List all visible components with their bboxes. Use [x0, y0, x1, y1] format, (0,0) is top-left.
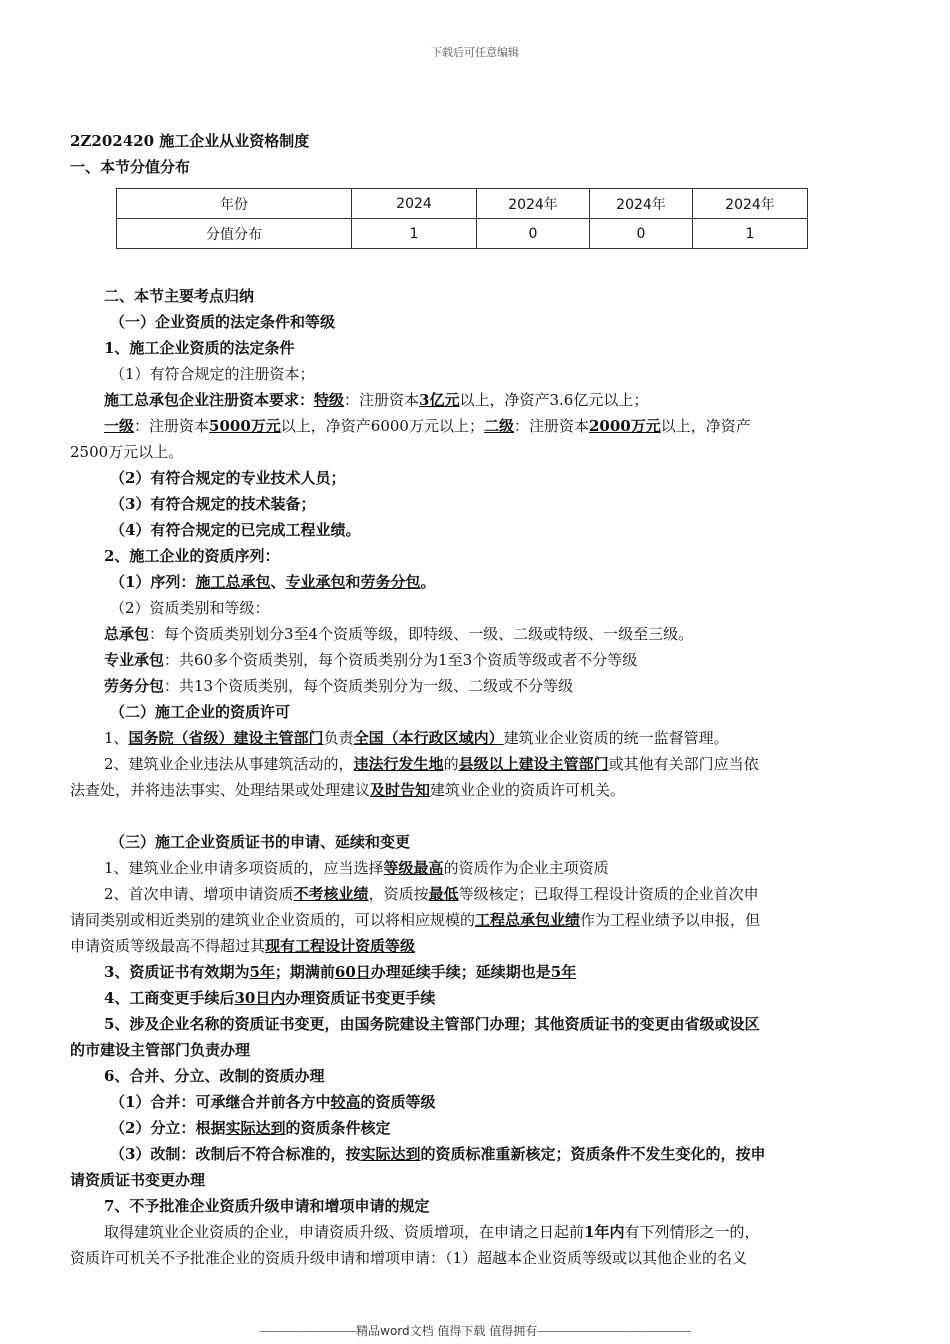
rule-3: 3、资质证书有效期为5年；期满前60日办理延续手续；延续期也是5年	[104, 963, 577, 981]
rule-6: 6、合并、分立、改制的资质办理	[104, 1067, 325, 1085]
table-cell: 2024年	[590, 189, 693, 219]
table-row	[117, 219, 808, 249]
table-cell: 2024	[352, 189, 477, 219]
table-cell: 2024年	[477, 189, 590, 219]
subheading-1: （一）企业资质的法定条件和等级	[110, 313, 336, 331]
condition-3: （3）有符合规定的技术装备；	[110, 495, 316, 513]
table-cell: 分值分布	[117, 219, 352, 249]
score-table	[116, 188, 808, 249]
table-cell: 年份	[117, 189, 352, 219]
rule-5: 5、涉及企业名称的资质证书变更，由国务院建设主管部门办理；其他资质证书的变更由省级或设区	[104, 1015, 760, 1033]
rule-2: 2、首次申请、增项申请资质不考核业绩，资质按最低等级核定；已取得工程设计资质的企业首次申	[104, 885, 759, 903]
subheading-3: （三）施工企业资质证书的申请、延续和变更	[110, 833, 411, 851]
general-contracting: 总承包：每个资质类别划分3至4个资质等级，即特级、一级、二级或特级、一级至三级。	[104, 625, 694, 643]
specialty-contracting: 专业承包：共60多个资质类别，每个资质类别分为1至3个资质等级或者不分等级	[104, 651, 638, 669]
split-rule: （2）分立：根据实际达到的资质条件核定	[110, 1119, 391, 1137]
condition-2: （2）有符合规定的专业技术人员；	[110, 469, 346, 487]
restructure-rule-cont: 请资质证书变更办理	[70, 1171, 206, 1189]
page-footer: -----------------------------精品word文档 值得下载 值得拥有----------------------------------------------	[259, 1324, 691, 1338]
table-cell: 0	[477, 219, 590, 249]
rule-2-cont: 请同类别或相近类别的建筑业企业资质的，可以将相应规模的工程总承包业绩作为工程业绩予以申报，但	[70, 911, 761, 929]
heading-score-distribution: 一、本节分值分布	[70, 158, 191, 176]
section-title: 2Z202420 施工企业从业资格制度	[70, 132, 310, 150]
table-cell: 2024年	[693, 189, 808, 219]
paragraph-supervision: 1、国务院（省级）建设主管部门负责全国（本行政区域内）建筑业企业资质的统一监督管理。	[104, 729, 729, 747]
condition-4: （4）有符合规定的已完成工程业绩。	[110, 521, 361, 539]
labor-subcontracting: 劳务分包：共13个资质类别，每个资质类别分为一级、二级或不分等级	[104, 677, 574, 695]
subheading-2: （二）施工企业的资质许可	[110, 703, 291, 721]
rule-7-text-cont: 资质许可机关不予批准企业的资质升级申请和增项申请：（1）超越本企业资质等级或以其他企业的名义	[70, 1249, 748, 1267]
condition-1: （1）有符合规定的注册资本；	[110, 365, 315, 383]
heading-key-points: 二、本节主要考点归纳	[104, 287, 255, 305]
document-body	[70, 128, 880, 1271]
merge-rule: （1）合并：可承继合并前各方中较高的资质等级	[110, 1093, 436, 1111]
paragraph-violation: 2、建筑业企业违法从事建筑活动的，违法行发生地的县级以上建设主管部门或其他有关部门应当依	[104, 755, 759, 773]
rule-5-cont: 的市建设主管部门负责办理	[70, 1041, 251, 1059]
table-cell: 1	[352, 219, 477, 249]
capital-requirement: 施工总承包企业注册资本要求：特级：注册资本3亿元以上，净资产3.6亿元以上；	[104, 391, 649, 409]
rule-7: 7、不予批准企业资质升级申请和增项申请的规定	[104, 1197, 430, 1215]
table-cell: 0	[590, 219, 693, 249]
item-qualification-sequence: 2、施工企业的资质序列：	[104, 547, 280, 565]
rule-7-text: 取得建筑业企业资质的企业，申请资质升级、资质增项，在申请之日起前1年内有下列情形之一的，	[104, 1223, 760, 1241]
table-cell: 1	[693, 219, 808, 249]
paragraph-violation-cont: 法查处，并将违法事实、处理结果或处理建议及时告知建筑业企业的资质许可机关。	[70, 781, 626, 799]
categories-grades: （2）资质类别和等级：	[110, 599, 270, 617]
item-legal-conditions: 1、施工企业资质的法定条件	[104, 339, 295, 357]
sequence-list: （1）序列：施工总承包、专业承包和劳务分包。	[110, 573, 436, 591]
rule-2-cont2: 申请资质等级最高不得超过其现有工程设计资质等级	[70, 937, 416, 955]
restructure-rule: （3）改制：改制后不符合标准的，按实际达到的资质标准重新核定；资质条件不发生变化的，按申	[110, 1145, 766, 1163]
page-header: 下载后可任意编辑	[431, 46, 519, 59]
capital-requirement-cont: 2500万元以上。	[70, 443, 184, 461]
rule-4: 4、工商变更手续后30日内办理资质证书变更手续	[104, 989, 436, 1007]
capital-requirement-grades: 一级：注册资本5000万元以上，净资产6000万元以上；二级：注册资本2000万元以上，净资产	[104, 417, 751, 435]
rule-1: 1、建筑业企业申请多项资质的，应当选择等级最高的资质作为企业主项资质	[104, 859, 609, 877]
table-row	[117, 189, 808, 219]
